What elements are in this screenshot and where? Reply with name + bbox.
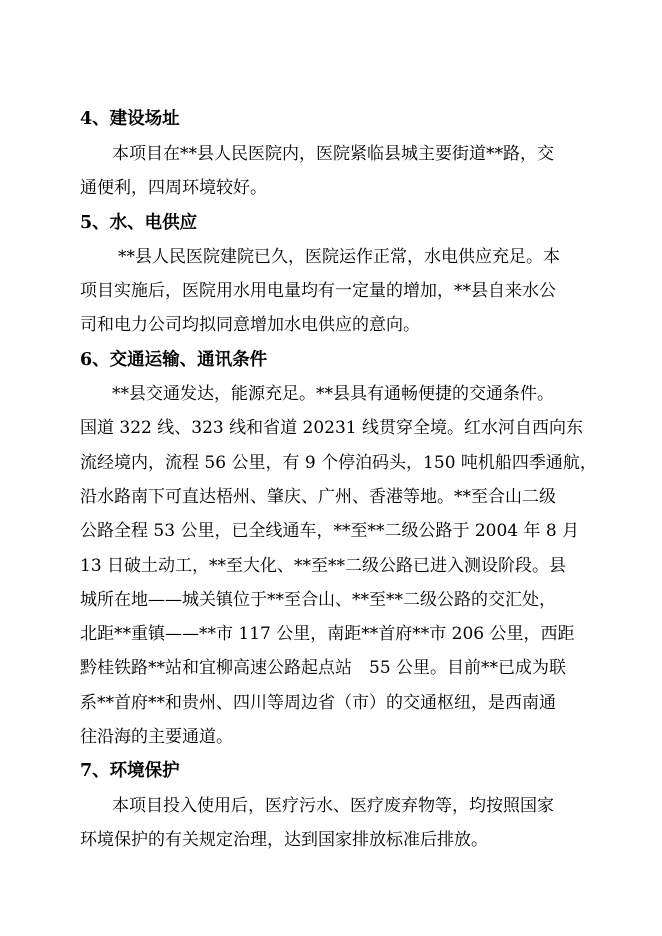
paragraph-line: 黔桂铁路**站和宜柳高速公路起点站 55 公里。目前**已成为联 (80, 658, 567, 678)
paragraph-line: 项目实施后，医院用水用电量均有一定量的增加，**县自来水公 (80, 281, 556, 301)
paragraph-line: **县人民医院建院已久，医院运作正常，水电供应充足。本 (118, 247, 560, 267)
paragraph-line: 沿水路南下可直达梧州、肇庆、广州、香港等地。**至合山二级 (80, 487, 556, 507)
section-heading-6: 6、交通运输、通讯条件 (80, 350, 268, 370)
paragraph-line: 城所在地——城关镇位于**至合山、**至**二级公路的交汇处， (80, 590, 556, 610)
section-heading-5: 5、水、电供应 (80, 213, 198, 233)
paragraph-line: 国道 322 线、323 线和省道 20231 线贯穿全境。红水河自西向东 (80, 418, 583, 438)
paragraph-line: 往沿海的主要通道。 (80, 727, 233, 747)
paragraph-line: 北距**重镇——**市 117 公里，南距**首府**市 206 公里，西距 (80, 624, 575, 644)
paragraph-line: 流经境内，流程 56 公里，有 9 个停泊码头，150 吨机船四季通航， (80, 453, 597, 473)
paragraph-line: **县交通发达，能源充足。**县具有通畅便捷的交通条件。 (112, 384, 554, 404)
section-heading-4: 4、建设场址 (80, 109, 180, 129)
paragraph-line: 通便利，四周环境较好。 (80, 178, 267, 198)
paragraph-line: 系**首府**和贵州、四川等周边省（市）的交通枢纽，是西南通 (80, 693, 556, 713)
paragraph-line: 本项目投入使用后，医疗污水、医疗废弃物等，均按照国家 (112, 796, 554, 816)
paragraph-line: 司和电力公司均拟同意增加水电供应的意向。 (80, 315, 420, 335)
paragraph-line: 公路全程 53 公里，已全线通车，**至**二级公路于 2004 年 8 月 (80, 521, 580, 541)
paragraph-line: 13 日破土动工，**至大化、**至**二级公路已进入测设阶段。县 (80, 556, 567, 576)
paragraph-line: 本项目在**县人民医院内，医院紧临县城主要街道**路，交 (112, 144, 554, 164)
paragraph-line: 环境保护的有关规定治理，达到国家排放标准后排放。 (80, 830, 488, 850)
section-heading-7: 7、环境保护 (80, 761, 180, 781)
